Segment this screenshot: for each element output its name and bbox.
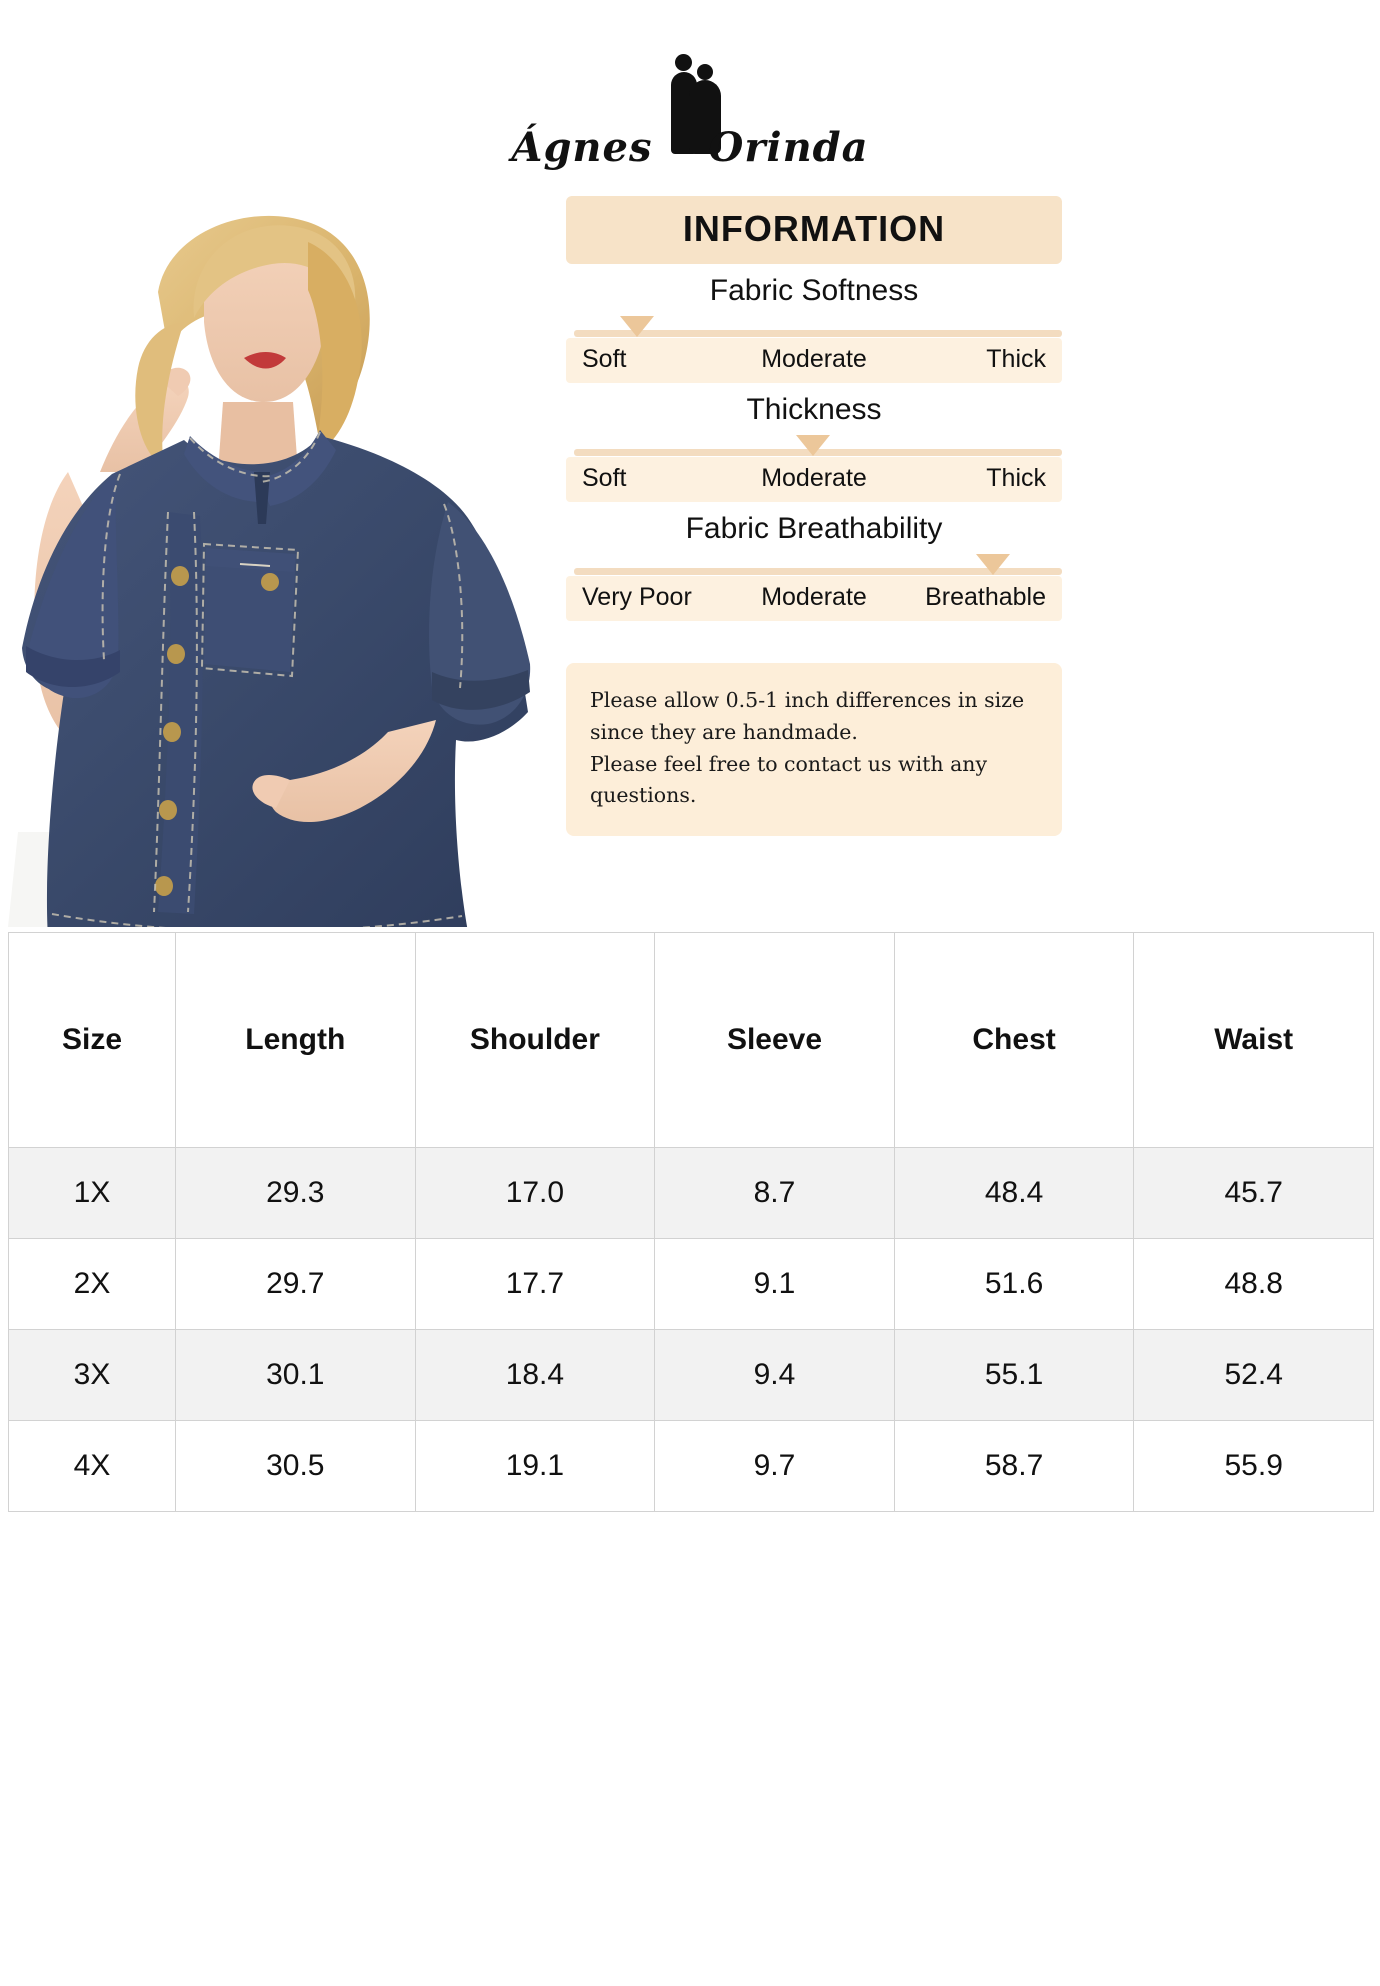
metric-thickness (566, 393, 1062, 502)
table-row (9, 1421, 1374, 1512)
metric-fabric-breathability (566, 512, 1062, 621)
metric-pointer-icon (976, 554, 1010, 575)
cell-chest: 51.6 (894, 1239, 1134, 1330)
table-row (9, 1239, 1374, 1330)
brand-mark (0, 52, 1380, 182)
product-photo (8, 172, 553, 927)
cell-waist: 52.4 (1134, 1330, 1374, 1421)
cell-size: 3X (9, 1330, 176, 1421)
column-header-waist: Waist (1134, 933, 1374, 1148)
table-row (9, 1148, 1374, 1239)
note-line-2: since they are handmade. (590, 719, 858, 744)
column-header-length: Length (176, 933, 416, 1148)
metric-bar (566, 316, 1062, 338)
cell-waist: 55.9 (1134, 1421, 1374, 1512)
brand-logo (0, 52, 1380, 182)
table-header-row (9, 933, 1374, 1148)
cell-length: 30.1 (176, 1330, 416, 1421)
metric-label: Thickness (746, 393, 882, 426)
metric-scale (566, 338, 1062, 383)
cell-shoulder: 19.1 (415, 1421, 655, 1512)
metric-label: Fabric Breathability (685, 512, 943, 545)
metric-pointer-icon (620, 316, 654, 337)
note-line-3: Please feel free to contact us with any questions. (590, 751, 988, 808)
metric-scale (566, 576, 1062, 621)
cell-shoulder: 17.7 (415, 1239, 655, 1330)
scale-label-low: Soft (582, 345, 627, 373)
cell-waist: 45.7 (1134, 1148, 1374, 1239)
column-header-size: Size (9, 933, 176, 1148)
cell-size: 2X (9, 1239, 176, 1330)
cell-chest: 48.4 (894, 1148, 1134, 1239)
cell-shoulder: 18.4 (415, 1330, 655, 1421)
metric-bar (566, 435, 1062, 457)
brand-name-right: Orinda (708, 124, 869, 171)
column-header-sleeve: Sleeve (655, 933, 895, 1148)
column-header-shoulder: Shoulder (415, 933, 655, 1148)
metric-fabric-softness (566, 274, 1062, 383)
scale-label-high: Thick (986, 464, 1047, 492)
cell-sleeve: 8.7 (655, 1148, 895, 1239)
cell-waist: 48.8 (1134, 1239, 1374, 1330)
column-header-chest: Chest (894, 933, 1134, 1148)
cell-sleeve: 9.4 (655, 1330, 895, 1421)
information-panel (566, 196, 1062, 836)
cell-sleeve: 9.7 (655, 1421, 895, 1512)
scale-label-mid: Moderate (761, 345, 867, 373)
metric-pointer-icon (796, 435, 830, 456)
cell-size: 1X (9, 1148, 176, 1239)
scale-label-high: Breathable (925, 583, 1047, 611)
table-row (9, 1330, 1374, 1421)
brand-name (511, 124, 868, 171)
cell-length: 29.3 (176, 1148, 416, 1239)
scale-label-high: Thick (986, 345, 1047, 373)
metric-label: Fabric Softness (709, 274, 919, 307)
scale-label-low: Soft (582, 464, 627, 492)
cell-shoulder: 17.0 (415, 1148, 655, 1239)
note-line-1: Please allow 0.5-1 inch differences in size (590, 688, 1025, 712)
cell-length: 30.5 (176, 1421, 416, 1512)
metric-bar (566, 554, 1062, 576)
cell-length: 29.7 (176, 1239, 416, 1330)
information-title: INFORMATION (566, 196, 1062, 264)
size-table-container (8, 932, 1374, 1512)
cell-chest: 58.7 (894, 1421, 1134, 1512)
metric-scale (566, 457, 1062, 502)
cell-chest: 55.1 (894, 1330, 1134, 1421)
scale-label-low: Very Poor (582, 583, 692, 611)
size-table (8, 932, 1374, 1512)
size-note (566, 663, 1062, 836)
scale-label-mid: Moderate (761, 583, 867, 611)
cell-size: 4X (9, 1421, 176, 1512)
cell-sleeve: 9.1 (655, 1239, 895, 1330)
scale-label-mid: Moderate (761, 464, 867, 492)
brand-name-left: Ágnes (511, 124, 653, 171)
